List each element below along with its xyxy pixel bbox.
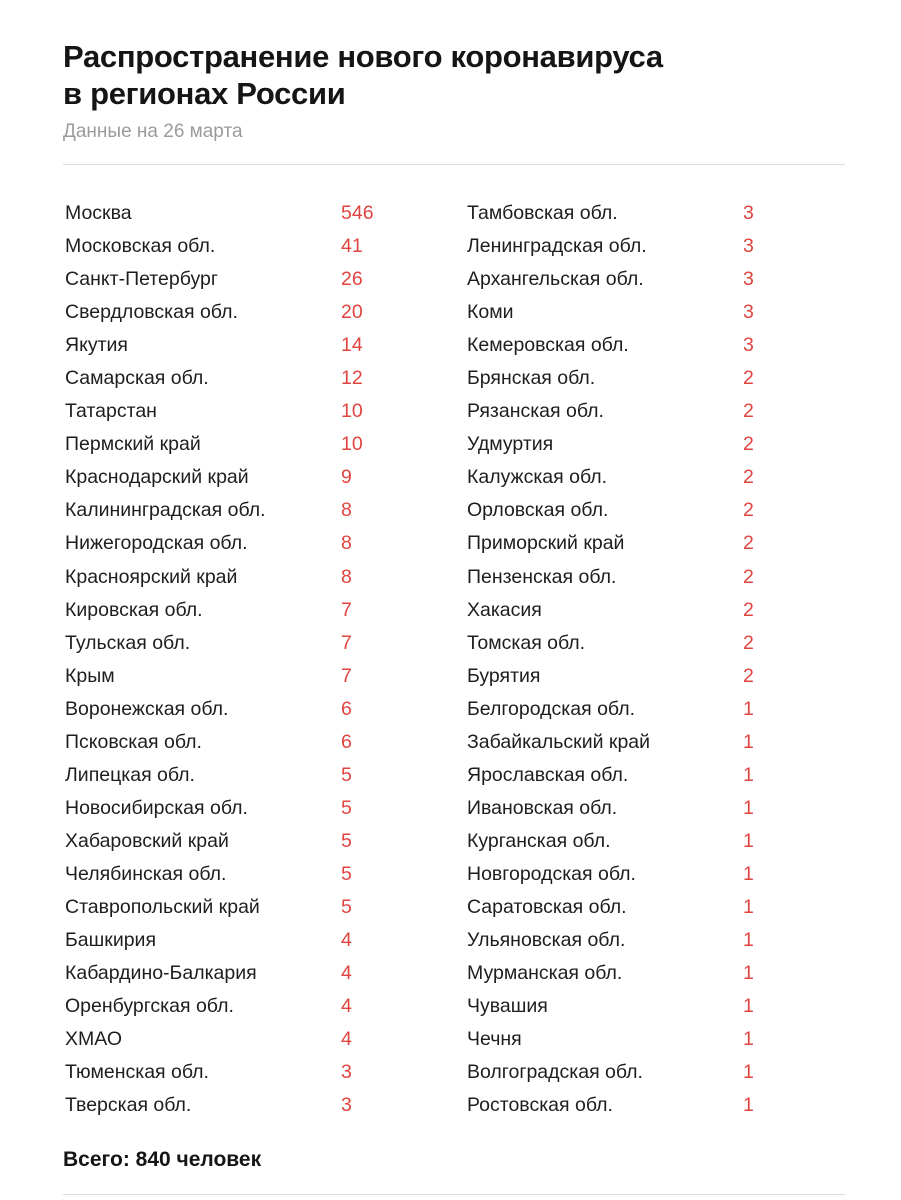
- region-row: [65, 627, 395, 660]
- region-row: [65, 792, 395, 825]
- case-count: 20: [341, 301, 363, 324]
- regions-list-left: [65, 197, 395, 1122]
- region-row: [467, 329, 767, 362]
- regions-list-right: [467, 197, 767, 1122]
- case-count: 4: [341, 1028, 352, 1051]
- region-name: Крым: [65, 664, 115, 687]
- top-divider: [63, 164, 845, 165]
- region-row: [467, 263, 767, 296]
- region-name: Ульяновская обл.: [467, 929, 626, 952]
- region-row: [65, 1056, 395, 1089]
- region-name: Удмуртия: [467, 433, 554, 456]
- region-name: Липецкая обл.: [65, 763, 195, 786]
- region-name: Ленинградская обл.: [467, 235, 647, 258]
- case-count: 12: [341, 367, 363, 390]
- case-count: 14: [341, 334, 363, 357]
- region-row: [467, 230, 767, 263]
- region-row: [467, 296, 767, 329]
- case-count: 5: [341, 862, 352, 885]
- case-count: 1: [743, 962, 754, 985]
- case-count: 5: [341, 763, 352, 786]
- title-line-2: в регионах России: [63, 76, 346, 111]
- region-row: [467, 726, 767, 759]
- case-count: 1: [743, 1061, 754, 1084]
- region-row: [65, 561, 395, 594]
- region-name: Тюменская обл.: [65, 1061, 209, 1084]
- case-count: 4: [341, 962, 352, 985]
- case-count: 2: [743, 367, 754, 390]
- region-name: Бурятия: [467, 664, 541, 687]
- region-row: [467, 792, 767, 825]
- case-count: 41: [341, 235, 363, 258]
- page-title: [63, 38, 843, 112]
- region-name: Волгоградская обл.: [467, 1061, 643, 1084]
- region-row: [467, 494, 767, 527]
- case-count: 3: [341, 1061, 352, 1084]
- case-count: 1: [743, 730, 754, 753]
- region-name: Мурманская обл.: [467, 962, 623, 985]
- region-name: Нижегородская обл.: [65, 532, 248, 555]
- region-name: Хакасия: [467, 598, 542, 621]
- region-name: Краснодарский край: [65, 466, 249, 489]
- region-row: [65, 461, 395, 494]
- region-row: [65, 527, 395, 560]
- region-row: [467, 693, 767, 726]
- case-count: 3: [743, 301, 754, 324]
- case-count: 2: [743, 466, 754, 489]
- region-row: [467, 759, 767, 792]
- region-row: [65, 726, 395, 759]
- region-row: [65, 1089, 395, 1122]
- case-count: 3: [743, 334, 754, 357]
- region-row: [65, 296, 395, 329]
- region-row: [467, 561, 767, 594]
- case-count: 3: [341, 1094, 352, 1117]
- case-count: 7: [341, 598, 352, 621]
- region-name: Рязанская обл.: [467, 400, 604, 423]
- region-name: Ивановская обл.: [467, 796, 618, 819]
- region-name: Калининградская обл.: [65, 499, 266, 522]
- case-count: 2: [743, 631, 754, 654]
- region-row: [65, 263, 395, 296]
- region-row: [65, 660, 395, 693]
- case-count: 546: [341, 202, 374, 224]
- region-name: Красноярский край: [65, 565, 238, 588]
- region-row: [467, 197, 767, 230]
- case-count: 1: [743, 796, 754, 819]
- case-count: 1: [743, 697, 754, 720]
- case-count: 2: [743, 499, 754, 522]
- region-row: [65, 197, 395, 230]
- case-count: 7: [341, 664, 352, 687]
- region-row: [467, 825, 767, 858]
- region-name: Тамбовская обл.: [467, 202, 618, 224]
- region-name: Новгородская обл.: [467, 862, 636, 885]
- case-count: 2: [743, 664, 754, 687]
- region-name: Челябинская обл.: [65, 862, 227, 885]
- region-name: Якутия: [65, 334, 128, 357]
- region-row: [65, 230, 395, 263]
- region-row: [467, 891, 767, 924]
- case-count: 2: [743, 565, 754, 588]
- region-row: [467, 527, 767, 560]
- region-name: Тульская обл.: [65, 631, 191, 654]
- region-row: [467, 461, 767, 494]
- case-count: 3: [743, 202, 754, 224]
- case-count: 2: [743, 532, 754, 555]
- region-name: Кировская обл.: [65, 598, 203, 621]
- region-name: Саратовская обл.: [467, 895, 627, 918]
- region-name: Тверская обл.: [65, 1094, 192, 1117]
- region-name: Чечня: [467, 1028, 522, 1051]
- region-row: [467, 627, 767, 660]
- region-row: [467, 924, 767, 957]
- case-count: 1: [743, 995, 754, 1018]
- case-count: 1: [743, 1028, 754, 1051]
- region-row: [65, 891, 395, 924]
- title-line-1: Распространение нового коронавируса: [63, 39, 663, 74]
- region-row: [65, 428, 395, 461]
- case-count: 3: [743, 235, 754, 258]
- region-row: [467, 594, 767, 627]
- region-row: [467, 990, 767, 1023]
- region-name: Кемеровская обл.: [467, 334, 629, 357]
- region-row: [467, 1023, 767, 1056]
- case-count: 5: [341, 829, 352, 852]
- region-row: [467, 428, 767, 461]
- case-count: 1: [743, 862, 754, 885]
- region-row: [467, 1056, 767, 1089]
- region-name: Воронежская обл.: [65, 697, 229, 720]
- region-name: Пермский край: [65, 433, 201, 456]
- region-name: Архангельская обл.: [467, 268, 644, 291]
- region-row: [65, 990, 395, 1023]
- region-name: Забайкальский край: [467, 730, 651, 753]
- case-count: 7: [341, 631, 352, 654]
- bottom-divider: [63, 1194, 845, 1195]
- case-count: 8: [341, 499, 352, 522]
- region-row: [65, 1023, 395, 1056]
- region-name: Приморский край: [467, 532, 625, 555]
- region-row: [65, 924, 395, 957]
- region-row: [467, 660, 767, 693]
- case-count: 8: [341, 532, 352, 555]
- region-name: Оренбургская обл.: [65, 995, 234, 1018]
- case-count: 2: [743, 598, 754, 621]
- case-count: 10: [341, 400, 363, 423]
- region-row: [467, 957, 767, 990]
- case-count: 3: [743, 268, 754, 291]
- case-count: 4: [341, 995, 352, 1018]
- region-name: Псковская обл.: [65, 730, 202, 753]
- region-row: [65, 825, 395, 858]
- region-name: Новосибирская обл.: [65, 796, 248, 819]
- region-row: [467, 362, 767, 395]
- case-count: 8: [341, 565, 352, 588]
- region-name: Чувашия: [467, 995, 548, 1018]
- region-row: [65, 693, 395, 726]
- region-row: [65, 957, 395, 990]
- region-name: Брянская обл.: [467, 367, 596, 390]
- case-count: 2: [743, 400, 754, 423]
- region-name: Ставропольский край: [65, 895, 260, 918]
- date-subtitle: Данные на 26 марта: [63, 121, 243, 142]
- region-name: Орловская обл.: [467, 499, 609, 522]
- case-count: 10: [341, 433, 363, 456]
- region-row: [65, 329, 395, 362]
- case-count: 4: [341, 929, 352, 952]
- case-count: 1: [743, 763, 754, 786]
- case-count: 2: [743, 433, 754, 456]
- case-count: 1: [743, 829, 754, 852]
- region-row: [467, 858, 767, 891]
- region-name: ХМАО: [65, 1028, 122, 1051]
- region-name: Санкт-Петербург: [65, 268, 218, 291]
- region-row: [65, 759, 395, 792]
- region-row: [65, 594, 395, 627]
- case-count: 6: [341, 697, 352, 720]
- region-name: Самарская обл.: [65, 367, 209, 390]
- region-name: Кабардино-Балкария: [65, 962, 257, 985]
- region-name: Белгородская обл.: [467, 697, 636, 720]
- region-name: Москва: [65, 202, 132, 224]
- case-count: 1: [743, 1094, 754, 1117]
- region-row: [467, 1089, 767, 1122]
- region-name: Ростовская обл.: [467, 1094, 613, 1117]
- case-count: 26: [341, 268, 363, 291]
- region-name: Коми: [467, 301, 514, 324]
- region-name: Башкирия: [65, 929, 157, 952]
- case-count: 5: [341, 895, 352, 918]
- region-name: Курганская обл.: [467, 829, 611, 852]
- region-name: Хабаровский край: [65, 829, 229, 852]
- total-cases: Всего: 840 человек: [63, 1148, 262, 1171]
- case-count: 1: [743, 929, 754, 952]
- region-name: Московская обл.: [65, 235, 216, 258]
- case-count: 5: [341, 796, 352, 819]
- region-row: [65, 494, 395, 527]
- region-row: [65, 395, 395, 428]
- region-name: Татарстан: [65, 400, 157, 423]
- region-name: Калужская обл.: [467, 466, 608, 489]
- region-row: [65, 362, 395, 395]
- case-count: 9: [341, 466, 352, 489]
- case-count: 1: [743, 895, 754, 918]
- region-name: Томская обл.: [467, 631, 586, 654]
- case-count: 6: [341, 730, 352, 753]
- region-row: [65, 858, 395, 891]
- region-row: [467, 395, 767, 428]
- region-name: Пензенская обл.: [467, 565, 617, 588]
- region-name: Свердловская обл.: [65, 301, 238, 324]
- region-name: Ярославская обл.: [467, 763, 629, 786]
